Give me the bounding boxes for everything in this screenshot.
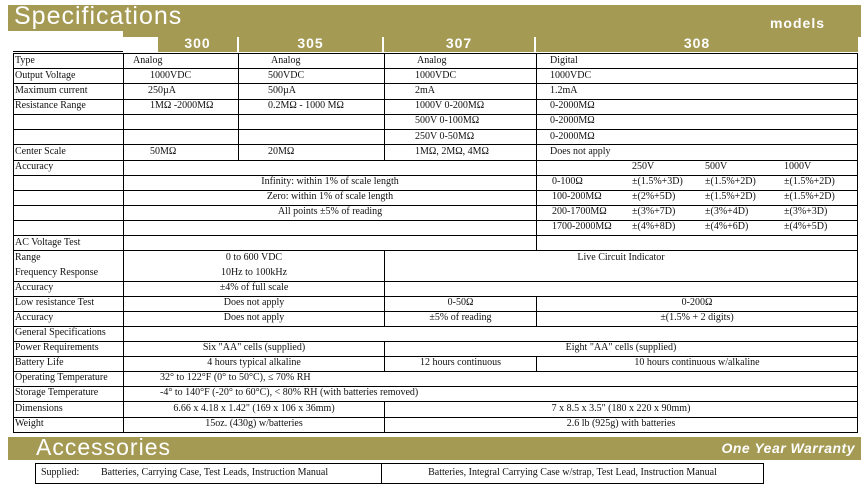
digital-250v-2: ±(2%+5D) <box>632 191 676 202</box>
label-storage-temp: Storage Temperature <box>15 387 99 398</box>
cell-type-305: Analog <box>271 55 301 66</box>
cell-dimensions-307-308: 7 x 8.5 x 3.5" (180 x 220 x 90mm) <box>551 403 691 414</box>
cell-resistance-308-3: 0-2000MΩ <box>550 131 595 142</box>
label-output-voltage: Output Voltage <box>15 70 76 81</box>
digital-1000v-3: ±(3%+3D) <box>784 206 828 217</box>
cell-output-307: 1000VDC <box>415 70 457 81</box>
digital-500v-3: ±(3%+4D) <box>705 206 749 217</box>
digital-1000v-1: ±(1.5%+2D) <box>784 176 835 187</box>
digital-range-4: 1700-2000MΩ <box>552 221 612 232</box>
digital-250v-4: ±(4%+8D) <box>632 221 676 232</box>
cell-frequency-300-305: 10Hz to 100kHz <box>220 267 288 278</box>
cell-type-307: Analog <box>417 55 447 66</box>
cell-output-305: 500VDC <box>268 70 305 81</box>
cell-resistance-308-2: 0-2000MΩ <box>550 115 595 126</box>
cell-center-305: 20MΩ <box>268 146 295 157</box>
supplied-300-305 <box>35 463 382 484</box>
label-low-resistance: Low resistance Test <box>15 297 95 308</box>
label-accuracy: Accuracy <box>15 161 54 172</box>
label-dimensions: Dimensions <box>15 403 63 414</box>
cell-lowacc-308: ±(1.5% + 2 digits) <box>660 312 734 323</box>
label-general: General Specifications <box>15 327 106 338</box>
cell-storage-temp: -4° to 140°F (-20° to 60°C), < 80% RH (with batteries removed) <box>160 387 419 398</box>
digital-range-3: 200-1700MΩ <box>552 206 607 217</box>
cell-output-300: 1000VDC <box>150 70 192 81</box>
digital-range-2: 100-200MΩ <box>552 191 602 202</box>
cell-power-307-308: Eight "AA" cells (supplied) <box>565 342 677 353</box>
digital-header-250v: 250V <box>632 161 655 172</box>
model-header-305: 305 <box>239 35 382 52</box>
accuracy-infinity: Infinity: within 1% of scale length <box>261 176 399 187</box>
accessories-banner <box>8 434 861 460</box>
label-type: Type <box>15 55 35 66</box>
label-weight: Weight <box>15 418 44 429</box>
accuracy-all-points: All points ±5% of reading <box>277 206 383 217</box>
label-frequency-response: Frequency Response <box>15 267 99 278</box>
cell-resistance-307-250v: 250V 0-50MΩ <box>415 131 475 142</box>
digital-header-500v: 500V <box>705 161 728 172</box>
cell-center-307: 1MΩ, 2MΩ, 4MΩ <box>415 146 489 157</box>
cell-range-300-305: 0 to 600 VDC <box>225 252 283 263</box>
label-ac-voltage-test: AC Voltage Test <box>15 237 81 248</box>
cell-lowres-307: 0-50Ω <box>447 297 474 308</box>
spec-table <box>13 53 858 433</box>
digital-500v-4: ±(4%+6D) <box>705 221 749 232</box>
supplied-307-308 <box>381 463 764 484</box>
cell-lowres-300-305: Does not apply <box>223 297 285 308</box>
digital-250v-3: ±(3%+7D) <box>632 206 676 217</box>
cell-range-307-308: Live Circuit Indicator <box>577 252 665 263</box>
cell-type-308: Digital <box>550 55 578 66</box>
digital-500v-1: ±(1.5%+2D) <box>705 176 756 187</box>
digital-500v-2: ±(1.5%+2D) <box>705 191 756 202</box>
accuracy-zero: Zero: within 1% of scale length <box>266 191 394 202</box>
cell-operating-temp: 32° to 122°F (0° to 50°C), ≤ 70% RH <box>160 372 311 383</box>
label-range: Range <box>15 252 41 263</box>
label-center-scale: Center Scale <box>15 146 66 157</box>
accessories-title: Accessories <box>36 434 171 460</box>
label-power: Power Requirements <box>15 342 99 353</box>
cell-center-308: Does not apply <box>550 146 611 157</box>
digital-header-1000v: 1000V <box>784 161 812 172</box>
cell-current-307: 2mA <box>415 85 435 96</box>
label-operating-temp: Operating Temperature <box>15 372 108 383</box>
digital-250v-1: ±(1.5%+3D) <box>632 176 683 187</box>
cell-weight-307-308: 2.6 lb (925g) with batteries <box>566 418 676 429</box>
cell-power-300-305: Six "AA" cells (supplied) <box>202 342 306 353</box>
cell-lowacc-300-305: Does not apply <box>223 312 285 323</box>
cell-current-308: 1.2mA <box>550 85 578 96</box>
cell-center-300: 50MΩ <box>150 146 177 157</box>
digital-range-1: 0-100Ω <box>552 176 583 187</box>
label-max-current: Maximum current <box>15 85 88 96</box>
digital-1000v-2: ±(1.5%+2D) <box>784 191 835 202</box>
supplied-307-308-text: Batteries, Integral Carrying Case w/strap, Test Lead, Instruction Manual <box>428 467 717 478</box>
cell-weight-300-305: 15oz. (430g) w/batteries <box>205 418 303 429</box>
label-battery-life: Battery Life <box>15 357 64 368</box>
cell-resistance-307-1000v: 1000V 0-200MΩ <box>415 100 485 111</box>
cell-lowres-308: 0-200Ω <box>681 297 713 308</box>
supplied-label: Supplied: <box>41 467 80 478</box>
cell-ac-accuracy-300-305: ±4% of full scale <box>219 282 289 293</box>
label-resistance-range: Resistance Range <box>15 100 86 111</box>
page-title: Specifications <box>14 2 183 30</box>
cell-resistance-308-1: 0-2000MΩ <box>550 100 595 111</box>
cell-battery-307: 12 hours continuous <box>419 357 502 368</box>
cell-dimensions-300-305: 6.66 x 4.18 x 1.42" (169 x 106 x 36mm) <box>173 403 335 414</box>
warranty-label: One Year Warranty <box>721 440 855 456</box>
model-header-300: 300 <box>158 35 237 52</box>
model-header-308: 308 <box>536 35 858 52</box>
cell-output-308: 1000VDC <box>550 70 592 81</box>
cell-battery-308: 10 hours continuous w/alkaline <box>634 357 760 368</box>
cell-resistance-305: 0.2MΩ - 1000 MΩ <box>268 100 344 111</box>
cell-lowacc-307: ±5% of reading <box>429 312 492 323</box>
models-label: models <box>769 15 825 31</box>
supplied-300-305-text: Batteries, Carrying Case, Test Leads, Instruction Manual <box>101 467 329 478</box>
specifications-banner <box>8 2 861 31</box>
cell-resistance-300: 1MΩ -2000MΩ <box>150 100 214 111</box>
digital-1000v-4: ±(4%+5D) <box>784 221 828 232</box>
header-spacer <box>13 31 123 52</box>
cell-battery-300-305: 4 hours typical alkaline <box>207 357 301 368</box>
model-header-307: 307 <box>384 35 534 52</box>
cell-type-300: Analog <box>133 55 163 66</box>
cell-current-305: 500µA <box>268 85 296 96</box>
cell-current-300: 250µA <box>148 85 176 96</box>
label-ac-accuracy: Accuracy <box>15 282 54 293</box>
cell-resistance-307-500v: 500V 0-100MΩ <box>415 115 480 126</box>
label-low-accuracy: Accuracy <box>15 312 54 323</box>
